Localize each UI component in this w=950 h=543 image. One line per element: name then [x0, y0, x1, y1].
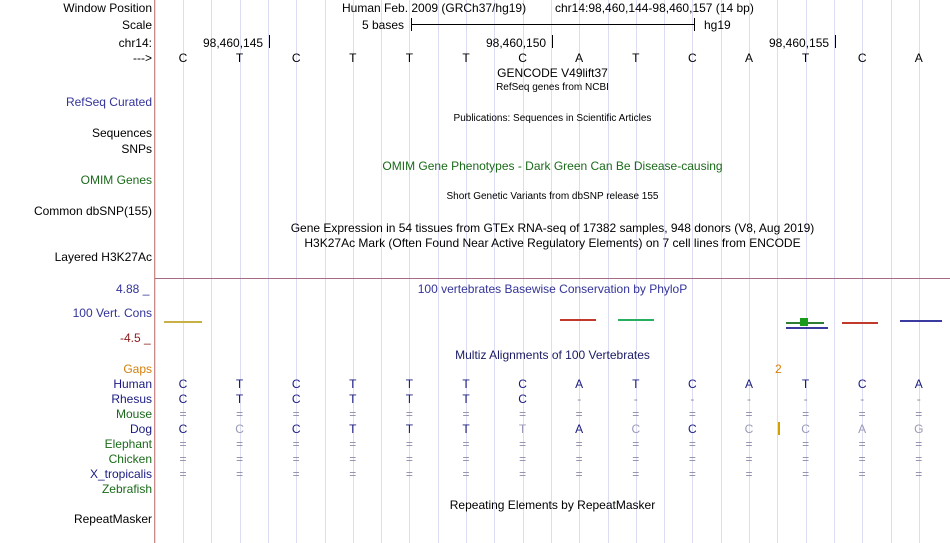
phylop-mark	[618, 319, 654, 321]
alignment-base: A	[744, 377, 753, 391]
alignment-base: =	[745, 452, 753, 466]
alignment-base: T	[235, 392, 244, 406]
alignment-base: A	[575, 377, 584, 391]
gaps-label[interactable]: Gaps	[123, 362, 152, 376]
alignment-base: T	[632, 377, 640, 391]
alignment-base: =	[236, 407, 244, 421]
alignment-base: -	[803, 392, 808, 406]
reference-base: A	[914, 51, 923, 65]
alignment-base: C	[688, 422, 697, 436]
alignment-base: =	[405, 437, 413, 451]
alignment-base: =	[179, 467, 187, 481]
alignment-base: =	[688, 437, 696, 451]
alignment-base: =	[858, 467, 866, 481]
gap-count: 2	[775, 362, 782, 376]
alignment-base: =	[349, 467, 357, 481]
alignment-base: A	[914, 377, 923, 391]
alignment-base: T	[801, 377, 810, 391]
repeatmasker-label[interactable]: RepeatMasker	[73, 512, 152, 526]
position-readout: chr14:98,460,144-98,460,157 (14 bp)	[555, 1, 754, 15]
alignment-base: C	[178, 422, 188, 436]
strand-label[interactable]: --->	[133, 51, 152, 65]
alignment-base: =	[462, 452, 470, 466]
alignment-base: C	[518, 377, 527, 391]
alignment-base: =	[915, 467, 923, 481]
phylop-mark	[842, 322, 878, 324]
coord-tick-3	[835, 35, 836, 48]
alignment-base: =	[292, 452, 300, 466]
window-position-label[interactable]: Window Position	[63, 1, 152, 15]
alignment-base: T	[518, 422, 527, 436]
alignment-base: C	[235, 422, 244, 436]
alignment-base: =	[858, 437, 866, 451]
alignment-base: T	[405, 392, 414, 406]
publications-title: Publications: Sequences in Scientific Articles	[453, 113, 652, 124]
species-label[interactable]: Human	[113, 377, 152, 391]
species-label[interactable]: Rhesus	[111, 392, 152, 406]
alignment-base: C	[688, 377, 697, 391]
refseq-subtitle: RefSeq genes from NCBI	[496, 82, 609, 93]
alignment-base: T	[462, 392, 470, 406]
gtex-title: Gene Expression in 54 tissues from GTEx RNA-seq of 17382 samples, 948 donors (V8, Aug 2019)	[290, 221, 815, 235]
alignment-base: T	[405, 377, 414, 391]
alignment-base: =	[802, 407, 810, 421]
coord-label-2: 98,460,150	[486, 36, 547, 50]
alignment-base: =	[236, 437, 244, 451]
sequences-label[interactable]: Sequences	[91, 126, 152, 140]
alignment-base: T	[462, 377, 470, 391]
alignment-base: C	[744, 422, 754, 436]
scale-text: 5 bases	[362, 18, 405, 32]
alignment-base: =	[519, 467, 527, 481]
track-separator	[155, 278, 950, 279]
reference-base: T	[235, 51, 244, 65]
omim-genes-label[interactable]: OMIM Genes	[80, 173, 152, 187]
alignment-base: C	[631, 422, 641, 436]
alignment-base: C	[291, 377, 301, 391]
chrom-label[interactable]: chr14:	[118, 36, 152, 50]
alignment-base: =	[688, 467, 696, 481]
reference-base: C	[518, 51, 527, 65]
alignment-base: T	[349, 377, 357, 391]
alignment-base: =	[858, 452, 866, 466]
alignment-base: G	[914, 422, 924, 436]
reference-base: T	[405, 51, 414, 65]
species-label[interactable]: Mouse	[115, 407, 152, 421]
coord-tick-1	[269, 35, 270, 48]
alignment-base: =	[632, 452, 640, 466]
alignment-base: =	[632, 437, 640, 451]
alignment-base: T	[462, 422, 470, 436]
phylop-max: 4.88 _	[116, 282, 150, 296]
alignment-base: =	[802, 452, 810, 466]
phylop-mark	[164, 321, 202, 323]
refseq-curated-label[interactable]: RefSeq Curated	[65, 95, 152, 109]
alignment-base: =	[519, 437, 527, 451]
alignment-base: -	[860, 392, 865, 406]
gencode-track-title: GENCODE V49lift37	[497, 66, 608, 80]
coord-label-3: 98,460,155	[769, 36, 830, 50]
alignment-base: =	[688, 452, 696, 466]
alignment-base: =	[405, 452, 413, 466]
reference-base: T	[632, 51, 640, 65]
alignment-base: =	[632, 467, 640, 481]
alignment-base: =	[179, 407, 187, 421]
reference-base: A	[744, 51, 753, 65]
snps-label[interactable]: SNPs	[121, 142, 152, 156]
h3k27ac-title: H3K27Ac Mark (Often Found Near Active Regulatory Elements) on 7 cell lines from ENCODE	[304, 236, 801, 250]
alignment-base: =	[745, 407, 753, 421]
alignment-base: C	[291, 392, 301, 406]
alignment-base: =	[519, 452, 527, 466]
alignment-base: =	[915, 437, 923, 451]
alignment-base: =	[575, 437, 583, 451]
species-label[interactable]: Zebrafish	[101, 482, 152, 496]
alignment-base: =	[236, 467, 244, 481]
phylop-min: -4.5 _	[120, 331, 151, 345]
reference-base: C	[857, 51, 867, 65]
alignment-base: =	[858, 407, 866, 421]
alignment-base: =	[462, 467, 470, 481]
alignment-base: C	[178, 377, 188, 391]
alignment-base: -	[690, 392, 695, 406]
reference-base: C	[291, 51, 301, 65]
alignment-base: =	[292, 467, 300, 481]
alignment-base: C	[857, 377, 867, 391]
phylop-peak	[800, 318, 808, 326]
alignment-base: =	[632, 407, 640, 421]
h3k27ac-label[interactable]: Layered H3K27Ac	[54, 250, 152, 264]
alignment-base: =	[292, 407, 300, 421]
alignment-base: =	[349, 407, 357, 421]
multiz-title: Multiz Alignments of 100 Vertebrates	[455, 348, 650, 362]
scale-bar-right-tick	[694, 18, 695, 31]
scale-label[interactable]: Scale	[121, 18, 152, 32]
coord-label-1: 98,460,145	[203, 36, 264, 50]
alignment-base: =	[405, 407, 413, 421]
species-label[interactable]: Elephant	[104, 437, 152, 451]
alignment-base: =	[915, 452, 923, 466]
species-label[interactable]: X_tropicalis	[89, 467, 152, 481]
repeatmasker-title: Repeating Elements by RepeatMasker	[449, 498, 656, 512]
alignment-base: -	[633, 392, 638, 406]
scale-db: hg19	[704, 18, 731, 32]
alignment-base: =	[802, 437, 810, 451]
alignment-base: =	[349, 452, 357, 466]
dbsnp-label[interactable]: Common dbSNP(155)	[33, 204, 152, 218]
alignment-base: =	[802, 467, 810, 481]
phylop-mark	[900, 320, 942, 322]
omim-title: OMIM Gene Phenotypes - Dark Green Can Be Disease-causing	[382, 159, 723, 173]
reference-base: C	[688, 51, 697, 65]
alignment-base: C	[518, 392, 527, 406]
phylop-label[interactable]: 100 Vert. Cons	[72, 306, 152, 320]
coord-tick-2	[552, 35, 553, 48]
reference-base: T	[462, 51, 470, 65]
alignment-base: -	[747, 392, 751, 406]
phylop-title: 100 vertebrates Basewise Conservation by PhyloP	[417, 282, 688, 296]
alignment-base: =	[575, 452, 583, 466]
alignment-base: A	[575, 422, 584, 436]
species-label[interactable]: Dog	[129, 422, 152, 436]
alignment-base: =	[292, 437, 300, 451]
alignment-base: =	[745, 437, 753, 451]
alignment-base: =	[179, 437, 187, 451]
alignment-base: =	[688, 407, 696, 421]
alignment-base: A	[858, 422, 867, 436]
alignment-base: -	[577, 392, 582, 406]
alignment-base: =	[236, 452, 244, 466]
alignment-base: =	[915, 407, 923, 421]
alignment-base: C	[801, 422, 810, 436]
gap-marker	[778, 422, 780, 435]
alignment-base: -	[916, 392, 921, 406]
assembly-title: Human Feb. 2009 (GRCh37/hg19)	[342, 1, 527, 15]
alignment-base: T	[405, 422, 414, 436]
reference-base: T	[801, 51, 810, 65]
reference-base: C	[178, 51, 188, 65]
phylop-mark	[786, 327, 828, 329]
alignment-base: =	[405, 467, 413, 481]
alignment-base: =	[575, 467, 583, 481]
alignment-base: T	[235, 377, 244, 391]
dbsnp-title: Short Genetic Variants from dbSNP release 155	[446, 191, 659, 202]
alignment-base: =	[462, 407, 470, 421]
alignment-base: =	[519, 407, 527, 421]
alignment-base: C	[178, 392, 188, 406]
alignment-base: =	[462, 437, 470, 451]
alignment-base: T	[349, 392, 357, 406]
phylop-mark	[560, 319, 596, 321]
alignment-base: =	[179, 452, 187, 466]
reference-base: A	[575, 51, 584, 65]
alignment-base: =	[575, 407, 583, 421]
alignment-base: C	[291, 422, 301, 436]
reference-base: T	[349, 51, 357, 65]
alignment-base: T	[349, 422, 357, 436]
species-label[interactable]: Chicken	[108, 452, 152, 466]
alignment-base: =	[349, 437, 357, 451]
scale-bar	[411, 24, 695, 25]
alignment-base: =	[745, 467, 753, 481]
